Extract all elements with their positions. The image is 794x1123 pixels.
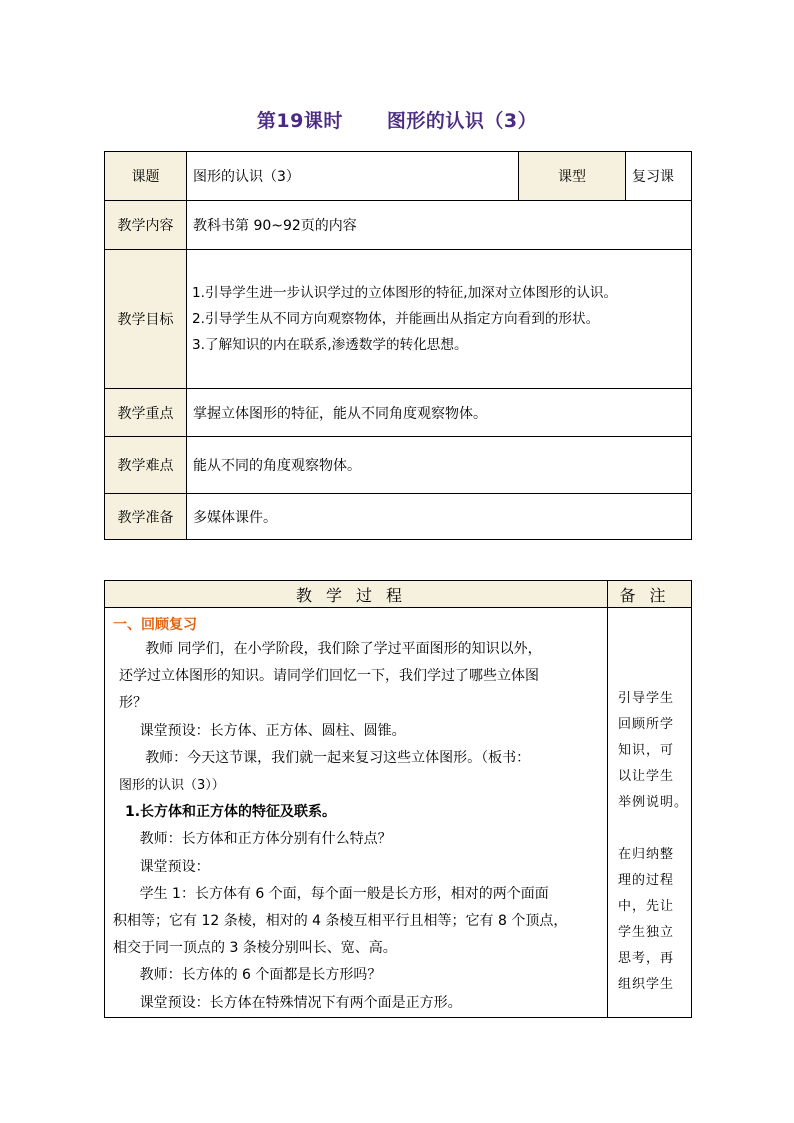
key-label: 教学重点 xyxy=(105,389,187,437)
goals-label: 教学目标 xyxy=(105,250,187,389)
teaching-process-table xyxy=(104,580,692,1018)
process-line: 相交于同一顶点的 3 条棱分别叫长、宽、高。 xyxy=(113,940,397,957)
process-line: 教师：今天这节课，我们就一起来复习这些立体图形。（板书： xyxy=(145,749,531,766)
process-line: 还学过立体图形的知识。请同学们回忆一下，我们学过了哪些立体图 xyxy=(119,668,539,685)
prep-label: 教学准备 xyxy=(105,494,187,540)
notes-header: 备注 xyxy=(608,581,692,608)
key-row xyxy=(105,389,692,437)
lesson-info-table xyxy=(104,151,692,540)
key-value: 掌握立体图形的特征，能从不同角度观察物体。 xyxy=(187,389,692,437)
type-value: 复习课 xyxy=(626,152,692,201)
process-line: 教师：长方体的 6 个面都是长方形吗？ xyxy=(139,967,382,984)
note-line: 知识，可 xyxy=(618,743,675,758)
note-line: 引导学生 xyxy=(618,691,675,706)
lesson-topic: 图形的认识（3） xyxy=(386,110,538,132)
note-line xyxy=(618,816,691,842)
note-line: 回顾所学 xyxy=(618,717,675,732)
subsection-heading: 1.长方体和正方体的特征及联系。 xyxy=(125,804,337,821)
process-body-row xyxy=(105,608,692,1018)
topic-value: 图形的认识（3） xyxy=(187,152,519,201)
note-line: 组织学生 xyxy=(618,977,675,992)
note-line: 理的过程 xyxy=(618,873,675,888)
content-row xyxy=(105,201,692,250)
lesson-number: 第19课时 xyxy=(256,110,343,132)
content-label: 教学内容 xyxy=(105,201,187,250)
type-label: 课型 xyxy=(519,152,626,201)
process-content xyxy=(105,608,608,1018)
content-value: 教科书第 90~92页的内容 xyxy=(187,201,692,250)
note-line: 在归纳整 xyxy=(618,847,675,862)
process-line: 课堂预设：长方体在特殊情况下有两个面是正方形。 xyxy=(139,994,462,1011)
goals-value xyxy=(187,250,692,389)
note-line: 思考，再 xyxy=(618,951,675,966)
process-header-row xyxy=(105,581,692,608)
notes-content xyxy=(608,608,692,1018)
note-line: 举例说明。 xyxy=(618,795,689,810)
process-line: 课堂预设： xyxy=(139,858,210,875)
prep-value: 多媒体课件。 xyxy=(187,494,692,540)
process-line: 图形的认识（3）） xyxy=(119,778,225,794)
goals-row xyxy=(105,250,692,389)
process-line: 形？ xyxy=(119,695,147,712)
section-heading: 一、回顾复习 xyxy=(113,617,197,633)
topic-label: 课题 xyxy=(105,152,187,201)
difficult-value: 能从不同的角度观察物体。 xyxy=(187,437,692,494)
note-line: 学生独立 xyxy=(618,925,675,940)
process-header: 教学过程 xyxy=(105,581,608,608)
process-line: 积相等；它有 12 条棱，相对的 4 条棱互相平行且相等；它有 8 个顶点， xyxy=(113,913,568,930)
lesson-title xyxy=(0,106,794,133)
prep-row xyxy=(105,494,692,540)
note-line: 以让学生 xyxy=(618,769,675,784)
process-line: 教师 同学们，在小学阶段，我们除了学过平面图形的知识以外， xyxy=(145,641,542,657)
topic-row xyxy=(105,152,692,201)
difficult-row xyxy=(105,437,692,494)
goal-item: 2.引导学生从不同方向观察物体，并能画出从指定方向看到的形状。 xyxy=(192,311,600,327)
process-line: 学生 1：长方体有 6 个面，每个面一般是长方形，相对的两个面面 xyxy=(139,885,549,902)
note-line: 中，先让 xyxy=(618,899,675,914)
goal-item: 3.了解知识的内在联系,渗透数学的转化思想。 xyxy=(192,337,468,353)
process-line: 教师：长方体和正方体分别有什么特点？ xyxy=(139,831,392,848)
difficult-label: 教学难点 xyxy=(105,437,187,494)
goal-item: 1.引导学生进一步认识学过的立体图形的特征,加深对立体图形的认识。 xyxy=(192,285,618,301)
process-line: 课堂预设：长方体、正方体、圆柱、圆锥。 xyxy=(139,722,406,739)
